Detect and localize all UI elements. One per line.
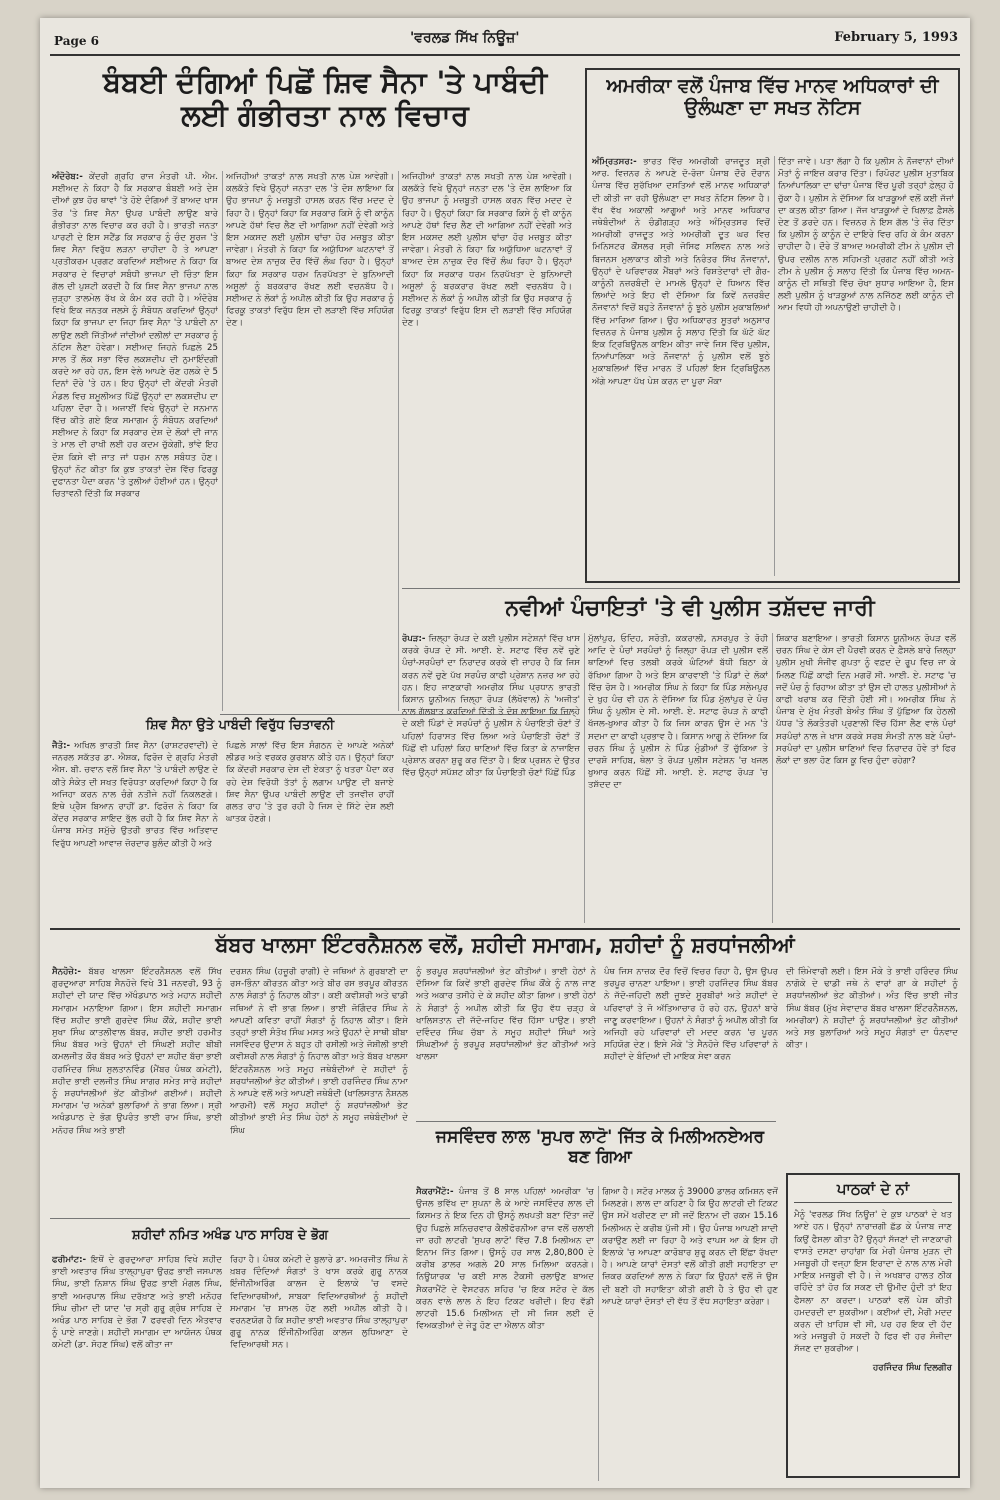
akhand-path-body-1: ਇਥੋਂ ਦੇ ਗੁਰਦੁਆਰਾ ਸਾਹਿਬ ਵਿਖੇ ਸ਼ਹੀਦ ਭਾਈ ਅਵਤਾਰ ਸਿੰਘ ਤਾਲ੍ਹਾਪੁਰਾ ਉਰਫ਼ ਭਾਈ ਜਸਪਾਲ ਸਿੰਘ, ਭਾਈ ਨਿਸ਼ਾਨ ਸਿੰਘ ਉਰਫ਼ ਭਾਈ ਮੰਗਲ ਸਿੰਘ, ਭਾਈ ਅਮਰਪਾਲ ਸਿੰਘ ਦਰੱਖ਼ਾਣ ਅਤੇ ਭਾਈ ਮਨੋਹਰ ਸਿੰਘ ਚੀਮਾ ਦੀ ਯਾਦ 'ਚ ਸ੍ਰੀ ਗੁਰੂ ਗ੍ਰੰਥ ਸਾਹਿਬ ਦੇ ਅਖੰਡ ਪਾਠ ਸਾਹਿਬ ਦੇ ਭੋਗ 7 ਫਰਵਰੀ ਦਿਨ ਐਤਵਾਰ ਨੂੰ ਪਾਏ ਜਾਣਗੇ। ਸ਼ਹੀਦੀ ਸਮਾਗਮ ਦਾ ਆਯੋਜਨ ਪੰਥਕ ਕਮੇਟੀ (ਡਾ. ਸੋਹਣ ਸਿੰਘ) ਵਲੋਂ ਕੀਤਾ ਜਾ — [52, 1255, 222, 1351]
panchayats-col1 — [402, 633, 580, 923]
panchayats-dateline: ਰੋਪੜ:- — [402, 634, 426, 644]
divider — [398, 171, 399, 711]
human-rights-body-1: ਭਾਰਤ ਵਿੱਚ ਅਮਰੀਕੀ ਰਾਜਦੂਤ ਸ਼੍ਰੀ ਆਰ. ਵਿਜ਼ਨਰ ਨੇ ਆਪਣੇ ਦੋ-ਰੋਜ਼ਾ ਪੰਜਾਬ ਦੌਰੇ ਦੌਰਾਨ ਪੰਜਾਬ ਵਿੱਚ ਸੁਰੱਖਿਆ ਦਸਤਿਆਂ ਵਲੋਂ ਮਾਨਵ ਅਧਿਕਾਰਾਂ ਦੀ ਕੀਤੀ ਜਾ ਰਹੀ ਉਲੰਘਣਾ ਦਾ ਸਖਤ ਨੋਟਿਸ ਲਿਆ ਹੈ। ਵੱਖ ਵੱਖ ਅਕਾਲੀ ਆਗੂਆਂ ਅਤੇ ਮਾਨਵ ਅਧਿਕਾਰ ਜਥੇਬੰਦੀਆਂ ਨੇ ਚੰਡੀਗੜ੍ਹ ਅਤੇ ਅੰਮ੍ਰਿਤਸਰ ਵਿਚੋਂ ਅਮਰੀਕੀ ਰਾਜਦੂਤ ਅਤੇ ਅਮਰੀਕੀ ਦੂਤ ਘਰ ਵਿਚ ਮਿਨਿਸਟਰ ਕੌਂਸਲਰ ਸ੍ਰੀ ਜੋਸਿਫ ਸਲਿਵਨ ਨਾਲ ਅਤੇ ਬਿਜਨਸ ਮੁਲਾਕਾਤ ਕੀਤੀ ਅਤੇ ਨਿਰੰਤਰ ਸਿੱਖ ਨੌਜਵਾਨਾਂ, ਉਨ੍ਹਾਂ ਦੇ ਪਰਿਵਾਰਕ ਮੈਂਬਰਾਂ ਅਤੇ ਰਿਸ਼ਤੇਦਾਰਾਂ ਦੀ ਗੈਰ-ਕਾਨੂੰਨੀ ਨਜ਼ਰਬੰਦੀ ਦੇ ਮਾਮਲੇ ਉਨ੍ਹਾਂ ਦੇ ਧਿਆਨ ਵਿੱਚ ਲਿਆਂਦੇ ਅਤੇ ਇਹ ਵੀ ਦੱਸਿਆ ਕਿ ਕਿਵੇਂ ਨਜ਼ਰਬੰਦ ਨੌਜਵਾਨਾਂ ਵਿਚੋਂ ਬਹੁਤੇ ਨੌਜਵਾਨਾਂ ਨੂੰ ਝੂਠੇ ਪੁਲੀਸ ਮੁਕਾਬਲਿਆਂ ਵਿੱਚ ਮਾਰਿਆ ਗਿਆ। ਉਹ ਅਧਿਕਾਰਤ ਸੂਤਰਾਂ ਅਨੁਸਾਰ ਵਿਜ਼ਨਰ ਨੇ ਪੰਜਾਬ ਪੁਲੀਸ ਨੂੰ ਸਲਾਹ ਦਿੱਤੀ ਕਿ ਘੱਟੋ ਘੱਟ ਇਕ ਟ੍ਰਿਬਿਊਨਲ ਕਾਇਮ ਕੀਤਾ ਜਾਵੇ ਜਿਸ ਵਿੱਚ ਪੁਲੀਸ, ਨਿਆਂਪਾਲਿਕਾ ਅਤੇ ਨੌਜਵਾਨਾਂ ਨੂੰ ਪੁਲੀਸ ਵਲੋਂ ਝੂਠੇ ਮੁਕਾਬਲਿਆਂ ਵਿੱਚ ਮਾਰਨ ਤੋਂ ਪਹਿਲਾਂ ਇਸ ਟ੍ਰਿਬਿਊਨਲ ਅੱਗੇ ਆਪਣਾ ਪੱਖ ਪੇਸ਼ ਕਰਨ ਦਾ ਪੂਰਾ ਮੌਕਾ — [592, 157, 770, 387]
lotto-dateline: ਸੈਕਰਾਮੈਂਟੋ:- — [416, 1187, 454, 1197]
babbar-body-5: ਦੀ ਜ਼ਿੰਮੇਵਾਰੀ ਲਈ। ਇਸ ਮੌਕੇ ਤੇ ਭਾਈ ਹਰਿੰਦਰ ਸਿੰਘ ਨਾਗੋਕੇ ਦੇ ਢਾਡੀ ਜਥੇ ਨੇ ਵਾਰਾਂ ਗਾ ਕੇ ਸ਼ਹੀਦਾਂ ਨੂੰ ਸ਼ਰਧਾਂਜਲੀਆਂ ਭੇਟ ਕੀਤੀਆਂ। ਅੰਤ ਵਿੱਚ ਭਾਈ ਜੀਤ ਸਿੰਘ ਬੱਬਰ (ਮੁੱਖ ਸੇਵਾਦਾਰ ਬੱਬਰ ਖਾਲਸਾ ਇੰਟਰਨੈਸ਼ਨਲ, ਅਮਰੀਕਾ) ਨੇ ਸ਼ਹੀਦਾਂ ਨੂੰ ਸ਼ਰਧਾਂਜਲੀਆਂ ਭੇਟ ਕੀਤੀਆਂ ਅਤੇ ਸਭ ਬੁਲਾਰਿਆਂ ਅਤੇ ਸਮੂਹ ਸੰਗਤਾਂ ਦਾ ਧੰਨਵਾਦ ਕੀਤਾ। — [786, 967, 958, 1051]
babbar-headline: ਬੱਬਰ ਖਾਲਸਾ ਇੰਟਰਨੈਸ਼ਨਲ ਵਲੋਂ, ਸ਼ਹੀਦੀ ਸਮਾਗਮ, ਸ਼ਹੀਦਾਂ ਨੂੰ ਸ਼ਰਧਾਂਜਲੀਆਂ — [215, 933, 795, 957]
lotto-col1 — [416, 1186, 594, 1481]
babbar-col1 — [52, 966, 222, 1211]
babbar-body-1: ਬੱਬਰ ਖਾਲਸਾ ਇੰਟਰਨੈਸ਼ਨਲ ਵਲੋਂ ਸਿੱਖ ਗੁਰਦੁਆਰਾ ਸਾਹਿਬ ਸੈਨਹੋਜ਼ੇ ਵਿਖੇ 31 ਜਨਵਰੀ, 93 ਨੂੰ ਸ਼ਹੀਦਾਂ ਦੀ ਯਾਦ ਵਿੱਚ ਅੱਖੰਡਪਾਠ ਅਤੇ ਮਹਾਨ ਸ਼ਹੀਦੀ ਸਮਾਗਮ ਮਨਾਇਆ ਗਿਆ। ਇਸ ਸ਼ਹੀਦੀ ਸਮਾਗਮ ਵਿੱਚ ਸ਼ਹੀਦ ਭਾਈ ਗੁਰਦੇਵ ਸਿੰਘ ਕੌਂਕੇ, ਸ਼ਹੀਦ ਭਾਈ ਸੁਖਾ ਸਿੰਘ ਕਾਤਲੀਵਾਲ ਬੱਬਰ, ਸ਼ਹੀਦ ਭਾਈ ਹਰਮੀਤ ਸਿੰਘ ਬੱਬਰ ਅਤੇ ਉਹਨਾਂ ਦੀ ਸਿੰਘਣੀ ਸ਼ਹੀਦ ਬੀਬੀ ਕਮਲਜੀਤ ਕੌਰ ਬੱਬਰ ਅਤੇ ਉਹਨਾਂ ਦਾ ਸ਼ਹੀਦ ਬੱਚਾ ਭਾਈ ਹਰਮਿੰਦਰ ਸਿੰਘ ਸੁਲਤਾਨਵਿੰਡ (ਮੈਂਬਰ ਪੰਥਕ ਕਮੇਟੀ), ਸ਼ਹੀਦ ਭਾਈ ਦਲਜੀਤ ਸਿੰਘ ਸਾਗਰ ਸਮੇਤ ਸਾਰੇ ਸ਼ਹੀਦਾਂ ਨੂੰ ਸ਼ਰਧਾਂਜਲੀਆਂ ਭੇਂਟ ਕੀਤੀਆਂ ਗਈਆਂ। ਸ਼ਹੀਦੀ ਸਮਾਗਮ 'ਚ ਅਨੇਕਾਂ ਬੁਲਾਰਿਆਂ ਨੇ ਭਾਗ ਲਿਆ। ਸ੍ਰੀ ਅਖੰਡਪਾਠ ਦੇ ਭੋਗ ਉਪਰੰਤ ਭਾਈ ਰਾਮ ਸਿੰਘ, ਭਾਈ ਮਨੋਹਰ ਸਿੰਘ ਅਤੇ ਭਾਈ — [52, 967, 222, 1136]
shiv-sena-sub-col1 — [52, 740, 218, 920]
readers-body-wrap — [788, 1203, 958, 1453]
divider — [222, 171, 223, 711]
shiv-sena-dateline: ਅੰਦੋਰੇਬ:- — [52, 172, 83, 182]
babbar-dateline: ਸੈਨਹੋਜ਼ੇ:- — [52, 967, 81, 977]
readers-headline: ਪਾਠਕਾਂ ਦੇ ਨਾਂ — [794, 1175, 952, 1203]
shiv-sena-subheadline: ਸ਼ਿਵ ਸੈਨਾ ਉਤੇ ਪਾਬੰਦੀ ਵਿਰੁੱਧ ਚਿਤਾਵਨੀ — [145, 718, 335, 733]
panchayats-headline: ਨਵੀਆਂ ਪੰਚਾਇਤਾਂ 'ਤੇ ਵੀ ਪੁਲੀਸ ਤਸ਼ੱਦਦ ਜਾਰੀ — [505, 596, 875, 621]
akhand-path-col1 — [52, 1254, 222, 1479]
shiv-sena-sub-col2 — [226, 740, 394, 920]
human-rights-col1 — [592, 156, 770, 576]
panchayats-col3 — [776, 633, 956, 923]
babbar-body-2: ਦਰਸ਼ਨ ਸਿੰਘ (ਹਜ਼ੂਰੀ ਰਾਗੀ) ਦੇ ਜਥਿਆਂ ਨੇ ਗੁਰਬਾਣੀ ਦਾ ਰਸ-ਭਿੰਨਾ ਕੀਰਤਨ ਕੀਤਾ ਅਤੇ ਬੀਰ ਰਸ ਭਰਪੂਰ ਕੀਰਤਨ ਨਾਲ ਸੰਗਤਾਂ ਨੂੰ ਨਿਹਾਲ ਕੀਤਾ। ਕਈ ਕਵੀਸ਼ਰੀ ਅਤੇ ਢਾਡੀ ਜਥਿਆਂ ਨੇ ਵੀ ਭਾਗ ਲਿਆ। ਭਾਈ ਜੋਗਿੰਦਰ ਸਿੰਘ ਨੇ ਆਪਣੀ ਕਵਿਤਾ ਰਾਹੀਂ ਸੰਗਤਾਂ ਨੂੰ ਨਿਹਾਲ ਕੀਤਾ। ਇਸੇ ਤਰ੍ਹਾਂ ਭਾਈ ਸੰਤੋਖ ਸਿੰਘ ਮਸਤ ਅਤੇ ਉਹਨਾਂ ਦੇ ਸਾਥੀ ਬੀਬਾ ਜਸਵਿੰਦਰ ਉਦਾਸ ਨੇ ਬਹੁਤ ਹੀ ਰਸੀਲੀ ਅਤੇ ਜੋਸ਼ੀਲੀ ਭਾਈ ਕਵੀਸ਼ਰੀ ਨਾਲ ਸੰਗਤਾਂ ਨੂੰ ਨਿਹਾਲ ਕੀਤਾ ਅਤੇ ਬੱਬਰ ਖਾਲਸਾ ਇੰਟਰਨੈਸ਼ਨਲ ਅਤੇ ਸਮੂਹ ਜਥੇਬੰਦੀਆਂ ਦੇ ਸ਼ਹੀਦਾਂ ਨੂੰ ਸ਼ਰਧਾਂਜਲੀਆਂ ਭੇਟ ਕੀਤੀਆਂ। ਭਾਈ ਹਰਜਿੰਦਰ ਸਿੰਘ ਨਾਮਾ ਨੇ ਆਪਣੇ ਵਲੋਂ ਅਤੇ ਆਪਣੀ ਜਥੇਬੰਦੀ (ਖਾਲਿਸਤਾਨ ਨੈਸ਼ਨਲ ਆਰਮੀ) ਵਲੋਂ ਸਮੂਹ ਸ਼ਹੀਦਾਂ ਨੂੰ ਸ਼ਰਧਾਂਜਲੀਆਂ ਭੇਟ ਕੀਤੀਆਂ ਭਾਈ ਮੰਤ ਸਿੰਘ ਹੇਠਾਂ ਨੇ ਸਮੂਹ ਜਥੇਬੰਦੀਆਂ ਦੇ ਸਿੰਘ — [230, 967, 408, 1136]
divider — [402, 588, 960, 589]
babbar-col4 — [604, 966, 778, 1116]
readers-signature: ਹਰਜਿੰਦਰ ਸਿੰਘ ਦਿਲਗੀਰ — [872, 1362, 952, 1373]
newspaper-page — [40, 18, 970, 1488]
human-rights-col2 — [778, 156, 954, 576]
divider — [50, 928, 960, 930]
readers-box — [786, 1173, 960, 1478]
header-rule — [50, 54, 960, 56]
divider — [584, 633, 585, 923]
panchayats-col2 — [588, 633, 768, 923]
divider — [50, 1218, 410, 1219]
akhand-path-headline: ਸ਼ਹੀਦਾਂ ਨਮਿਤ ਅਖੰਡ ਪਾਠ ਸਾਹਿਬ ਦੇ ਭੋਗ — [132, 1228, 328, 1243]
shiv-sena-body-2: ਅਜਿਹੀਆਂ ਤਾਕਤਾਂ ਨਾਲ ਸਖਤੀ ਨਾਲ ਪੇਸ਼ ਆਵੇਗੀ। ਕਲਕੱਤੇ ਵਿਖੇ ਉਨ੍ਹਾਂ ਜਨਤਾ ਦਲ 'ਤੇ ਦੋਸ਼ ਲਾਇਆ ਕਿ ਉਹ ਭਾਜਪਾ ਨੂੰ ਮਜ਼ਬੂਤੀ ਹਾਸਲ ਕਰਨ ਵਿੱਚ ਮਦਦ ਦੇ ਰਿਹਾ ਹੈ। ਉਨ੍ਹਾਂ ਕਿਹਾ ਕਿ ਸਰਕਾਰ ਕਿਸੇ ਨੂੰ ਵੀ ਕਾਨੂੰਨ ਆਪਣੇ ਹੱਥਾਂ ਵਿਚ ਲੈਣ ਦੀ ਆਗਿਆ ਨਹੀਂ ਦੇਵੇਗੀ ਅਤੇ ਇਸ ਮਕਸਦ ਲਈ ਪੁਲੀਸ ਢਾਂਚਾ ਹੋਰ ਮਜ਼ਬੂਤ ਕੀਤਾ ਜਾਵੇਗਾ। ਮੰਤਰੀ ਨੇ ਕਿਹਾ ਕਿ ਅਯੁੱਧਿਆ ਘਟਨਾਵਾਂ ਤੋਂ ਬਾਅਦ ਦੇਸ਼ ਨਾਜ਼ੁਕ ਦੌਰ ਵਿੱਚੋਂ ਲੰਘ ਰਿਹਾ ਹੈ। ਉਨ੍ਹਾਂ ਕਿਹਾ ਕਿ ਸਰਕਾਰ ਧਰਮ ਨਿਰਪੱਖਤਾ ਦੇ ਬੁਨਿਆਦੀ ਅਸੂਲਾਂ ਨੂੰ ਬਰਕਰਾਰ ਰੱਖਣ ਲਈ ਵਚਨਬੱਧ ਹੈ। ਸਈਅਦ ਨੇ ਲੋਕਾਂ ਨੂੰ ਅਪੀਲ ਕੀਤੀ ਕਿ ਉਹ ਸਰਕਾਰ ਨੂੰ ਫਿਰਕੂ ਤਾਕਤਾਂ ਵਿਰੁੱਧ ਇਸ ਦੀ ਲੜਾਈ ਵਿੱਚ ਸਹਿਯੋਗ ਦੇਣ। — [226, 172, 394, 329]
shiv-sena-col2 — [226, 171, 394, 711]
panchayats-body-1: ਜ਼ਿਲ੍ਹਾ ਰੋਪੜ ਦੇ ਕਈ ਪੁਲੀਸ ਸਟੇਸ਼ਨਾਂ ਵਿੱਚ ਖਾਸ ਕਰਕੇ ਰੋਪੜ ਦੇ ਸੀ. ਆਈ. ਏ. ਸਟਾਫ ਵਿੱਚ ਨਵੇਂ ਚੁਣੇ ਪੰਚਾਂ-ਸਰਪੰਚਾਂ ਦਾ ਨਿਰਾਦਰ ਕਰਕੇ ਵੀ ਜ਼ਾਹਰ ਹੈ ਕਿ ਜਿਸ ਕਰਨ ਨਵੇਂ ਚੁਣੇ ਪੱਖ ਸਰਪੰਚ ਕਾਫੀ ਪ੍ਰੇਸ਼ਾਨ ਨਜ਼ਰ ਆ ਰਹੇ ਹਨ। ਇਹ ਜਾਣਕਾਰੀ ਅਮਰੀਕ ਸਿੰਘ ਪ੍ਰਧਾਨ ਭਾਰਤੀ ਕਿਸਾਨ ਯੂਨੀਅਨ ਜ਼ਿਲ੍ਹਾ ਰੋਪੜ (ਲੱਖੋਵਾਲ) ਨੇ 'ਅਜੀਤ' ਨਾਲ ਗੱਲਬਾਤ ਕਰਦਿਆਂ ਦਿੱਤੀ ਤੇ ਦੋਸ਼ ਲਾਇਆ ਕਿ ਜ਼ਿਲ੍ਹੇ ਦੇ ਕਈ ਪਿੰਡਾਂ ਦੇ ਸਰਪੰਚਾਂ ਨੂੰ ਪੁਲੀਸ ਨੇ ਪੰਚਾਇਤੀ ਚੋਣਾਂ ਤੋਂ ਪਹਿਲਾਂ ਹਿਰਾਸਤ ਵਿੱਚ ਲਿਆ ਅਤੇ ਪੰਚਾਇਤੀ ਚੋਣਾਂ ਤੋਂ ਪਿੱਛੋਂ ਵੀ ਪਹਿਲਾਂ ਕਿਹ ਥਾਣਿਆਂ ਵਿੱਚ ਕਿਤਾ ਕੇ ਨਾਜਾਇਜ਼ ਪ੍ਰੇਸ਼ਾਨ ਕਰਨਾ ਸ਼ੁਰੂ ਕਰ ਦਿੱਤਾ ਹੈ। ਇਕ ਪ੍ਰਸ਼ਨ ਦੇ ਉਤਰ ਵਿੱਚ ਉਨ੍ਹਾਂ ਸਪੱਸ਼ਟ ਕੀਤਾ ਕਿ ਪੰਚਾਇਤੀ ਚੋਣਾਂ ਪਿੱਛੋਂ ਪਿੰਡ — [402, 634, 580, 779]
page-header — [40, 24, 970, 54]
babbar-col5 — [786, 966, 958, 1166]
akhand-path-col2 — [230, 1254, 408, 1479]
akhand-path-body-2: ਰਿਹਾ ਹੈ। ਪੰਥਕ ਕਮੇਟੀ ਦੇ ਬੁਲਾਰੇ ਡਾ. ਅਮਰਜੀਤ ਸਿੰਘ ਨੇ ਖ਼ਬਰ ਦਿੰਦਿਆਂ ਸੰਗਤਾਂ ਤੇ ਖਾਸ ਕਰਕੇ ਗੁਰੂ ਨਾਨਕ ਇੰਜੀਨੀਅਰਿੰਗ ਕਾਲਜ ਦੇ ਇਲਾਕੇ 'ਚ ਵਸਦੇ ਵਿਦਿਆਰਥੀਆਂ, ਸਾਬਕਾ ਵਿਦਿਆਰਥੀਆਂ ਨੂੰ ਸ਼ਹੀਦੀ ਸਮਾਗਮ 'ਚ ਸ਼ਾਮਲ ਹੋਣ ਲਈ ਅਪੀਲ ਕੀਤੀ ਹੈ। ਵਰਨਣਯੋਗ ਹੈ ਕਿ ਸ਼ਹੀਦ ਭਾਈ ਅਵਤਾਰ ਸਿੰਘ ਤਾਲ੍ਹਾਪੁਰਾ ਗੁਰੂ ਨਾਨਕ ਇੰਜੀਨੀਅਰਿੰਗ ਕਾਲਜ ਲੁਧਿਆਣਾ ਦੇ ਵਿਦਿਆਰਥੀ ਸਨ। — [230, 1255, 408, 1351]
panchayats-body-2: ਮੁੱਲਾਂਪੁਰ, ਓਦਿਹ, ਸਰੋਤੀ, ਕਕਰਾਲੀ, ਨਸਰਪੁਰ ਤੇ ਰੋਹੀ ਆਦਿ ਦੇ ਪੰਚਾਂ ਸਰਪੰਚਾਂ ਨੂੰ ਜ਼ਿਲ੍ਹਾ ਰੋਪੜ ਦੀ ਪੁਲੀਸ ਵਲੋਂ ਥਾਣਿਆਂ ਵਿਚ ਤਲਬੀ ਕਰਕੇ ਘੰਟਿਆਂ ਬੱਧੀ ਬਿਠਾ ਕੇ ਰੱਖਿਆ ਗਿਆ ਹੈ ਅਤੇ ਇਸ ਕਾਰਵਾਈ 'ਤੇ ਪਿੰਡਾਂ ਦੇ ਲੋਕਾਂ ਵਿੱਚ ਰੋਸ ਹੈ। ਅਮਰੀਕ ਸਿੰਘ ਨੇ ਕਿਹਾ ਕਿ ਪਿੰਡ ਸਲੇਮਪੁਰ ਦੇ ਖੁਹ ਪੰਚ ਵੀ ਹਨ ਨੇ ਦੱਸਿਆ ਕਿ ਪਿੰਡ ਮੁੱਲਾਂਪੁਰ ਦੇ ਪੰਚ ਸਿੰਘ ਨੂੰ ਪੁਲੀਸ ਦੇ ਸੀ. ਆਈ. ਏ. ਸਟਾਫ ਰੋਪੜ ਨੇ ਕਾਫੀ ਖੱਜਲ-ਖੁਆਰ ਕੀਤਾ ਹੈ ਕਿ ਜਿਸ ਕਾਰਨ ਉਸ ਦੇ ਮਨ 'ਤੇ ਸਦਮਾ ਦਾ ਕਾਫੀ ਪ੍ਰਭਾਵ ਹੈ। ਕਿਸਾਨ ਆਗੂ ਨੇ ਦੱਸਿਆ ਕਿ ਚਰਨ ਸਿੰਘ ਨੂੰ ਪੁਲੀਸ ਨੇ ਪਿੰਡ ਮੁੰਡੀਆਂ ਤੋਂ ਚੁੱਕਿਆ ਤੇ ਦਾਰਸ਼ੋ ਸਾਹਿਬ, ਥੇਲਾ ਤੇ ਰੋਪੜ ਪੁਲੀਸ ਸਟੇਸ਼ਨ 'ਚ ਖਜਲ ਖੁਆਰ ਕਰਨ ਪਿੱਛੋਂ ਸੀ. ਆਈ. ਏ. ਸਟਾਫ ਰੋਪੜ 'ਚ ਤਸ਼ੱਦਦ ਦਾ — [588, 634, 768, 791]
shiv-sena-body-1: ਕੇਂਦਰੀ ਗ੍ਰਹਿ ਰਾਜ ਮੰਤਰੀ ਪੀ. ਐਮ. ਸਈਅਦ ਨੇ ਕਿਹਾ ਹੈ ਕਿ ਸਰਕਾਰ ਬੰਬਈ ਅਤੇ ਦੇਸ਼ ਦੀਆਂ ਕੁਝ ਹੋਰ ਥਾਵਾਂ 'ਤੇ ਹੋਏ ਦੰਗਿਆਂ ਤੋਂ ਬਾਅਦ ਖਾਸ ਤੌਰ 'ਤੇ ਸ਼ਿਵ ਸੈਨਾ ਉਪਰ ਪਾਬੰਦੀ ਲਾਉਣ ਬਾਰੇ ਗੰਭੀਰਤਾ ਨਾਲ ਵਿਚਾਰ ਕਰ ਰਹੀ ਹੈ। ਭਾਰਤੀ ਜਨਤਾ ਪਾਰਟੀ ਦੇ ਇਸ ਸਟੈਂਡ ਕਿ ਸਰਕਾਰ ਨੂੰ ਚੰਦ ਸੂਰਜ 'ਤੇ ਸ਼ਿਵ ਸੈਨਾ ਵਿਰੁੱਧ ਲੜਨਾ ਚਾਹੀਦਾ ਹੈ ਤੇ ਆਪਣਾ ਪ੍ਰਤੀਕਰਮ ਪ੍ਰਗਟ ਕਰਦਿਆਂ ਸਈਅਦ ਨੇ ਕਿਹਾ ਕਿ ਸਰਕਾਰ ਦੇ ਵਿਚਾਰਾਂ ਸਬੰਧੀ ਭਾਜਪਾ ਦੀ ਚਿੰਤਾ ਇਸ ਗੱਲ ਦੀ ਪੁਸ਼ਟੀ ਕਰਦੀ ਹੈ ਕਿ ਸ਼ਿਵ ਸੈਨਾ ਭਾਜਪਾ ਨਾਲ ਜੁੜ੍ਹਾ ਤਾਲਮੇਲ ਰੱਖ ਕੇ ਕੰਮ ਕਰ ਰਹੀ ਹੈ। ਅੰਦੋਰੇਬ ਵਿਖੇ ਇਕ ਜਨਤਕ ਜਲਸੇ ਨੂੰ ਸੰਬੋਧਨ ਕਰਦਿਆਂ ਉਨ੍ਹਾਂ ਕਿਹਾ ਕਿ ਭਾਜਪਾ ਦਾ ਜਿਹਾ ਸ਼ਿਵ ਸੈਨਾ 'ਤੇ ਪਾਬੰਦੀ ਨਾ ਲਾਉਣ ਲਈ ਜਿੱਤੀਆਂ ਜਾਂਦੀਆਂ ਦਲੀਲਾਂ ਦਾ ਸਰਕਾਰ ਨੂੰ ਨੋਟਿਸ ਲੈਣਾ ਹੋਵੇਗਾ। ਸਈਅਦ ਜਿਹਨੇ ਪਿਛਲੇ 25 ਸਾਲ ਤੋਂ ਲੋਕ ਸਭਾ ਵਿੱਚ ਲਕਸ਼ਦੀਪ ਦੀ ਨੁਮਾਇੰਦਗੀ ਕਰਦੇ ਆ ਰਹੇ ਹਨ, ਇਸ ਵੇਲੇ ਆਪਣੇ ਚੋਣ ਹਲਕੇ ਦੇ 5 ਦਿਨਾਂ ਦੌਰੇ 'ਤੇ ਹਨ। ਇਹ ਉਨ੍ਹਾਂ ਦੀ ਕੇਂਦਰੀ ਮੰਤਰੀ ਮੰਡਲ ਵਿਚ ਸ਼ਮੂਲੀਅਤ ਪਿੱਛੋਂ ਉਨ੍ਹਾਂ ਦਾ ਲਕਸ਼ਦੀਪ ਦਾ ਪਹਿਲਾ ਦੌਰਾ ਹੈ। ਅਜਾਈਂ ਵਿਖੇ ਉਨ੍ਹਾਂ ਦੇ ਸਨਮਾਨ ਵਿੱਚ ਕੀਤੇ ਗਏ ਇਕ ਸਮਾਗਮ ਨੂੰ ਸੰਬੋਧਨ ਕਰਦਿਆਂ ਸਈਅਦ ਨੇ ਕਿਹਾ ਕਿ ਸਰਕਾਰ ਦੇਸ਼ ਦੇ ਲੋਕਾਂ ਦੀ ਜਾਨ ਤੇ ਮਾਲ ਦੀ ਰਾਖੀ ਲਈ ਹਰ ਕਦਮ ਚੁੱਕੇਗੀ, ਭਾਂਵੇ ਇਹ ਦੋਸ਼ ਕਿਸੇ ਵੀ ਜਾਤ ਜਾਂ ਧਰਮ ਨਾਲ ਸਬੰਧਤ ਹੋਣ। ਉਨ੍ਹਾਂ ਨੋਟ ਕੀਤਾ ਕਿ ਕੁਝ ਤਾਕਤਾਂ ਦੇਸ਼ ਵਿੱਚ ਫਿਰਕੂ ਦੁਫਾਨਤਾ ਪੈਦਾ ਕਰਨ 'ਤੇ ਤੁਲੀਆਂ ਹੋਈਆਂ ਹਨ। ਉਨ੍ਹਾਂ ਚਿਤਾਵਨੀ ਦਿੱਤੀ ਕਿ ਸਰਕਾਰ — [52, 172, 218, 500]
akhand-path-dateline: ਫਰੀਮਾਂਟ:- — [52, 1255, 87, 1265]
babbar-body-3: ਨੂੰ ਭਰਪੂਰ ਸ਼ਰਧਾਂਜਲੀਆਂ ਭੇਟ ਕੀਤੀਆਂ। ਭਾਈ ਹੇਠਾਂ ਨੇ ਦੱਸਿਆ ਕਿ ਕਿਵੇਂ ਭਾਈ ਗੁਰਦੇਵ ਸਿੰਘ ਕੌਂਕੇ ਨੂੰ ਨਾਲ ਜਾਣ ਅਤੇ ਅਕਾਰ ਤਸੀਹੇ ਦੇ ਕੇ ਸ਼ਹੀਦ ਕੀਤਾ ਗਿਆ। ਭਾਈ ਹੇਠਾਂ ਨੇ ਸੰਗਤਾਂ ਨੂੰ ਅਪੀਲ ਕੀਤੀ ਕਿ ਉਹ ਵੱਧ ਚੜ੍ਹ ਕੇ ਖਾਲਿਸਤਾਨ ਦੀ ਜੱਦੋ-ਜਹਿਦ ਵਿੱਚ ਹਿੱਸਾ ਪਾਉਣ। ਭਾਈ ਦਵਿੰਦਰ ਸਿੰਘ ਚੱਬਾ ਨੇ ਸਮੂਹ ਸ਼ਹੀਦਾਂ ਸਿੰਘਾਂ ਅਤੇ ਸਿੰਘਣੀਆਂ ਨੂੰ ਭਰਪੂਰ ਸ਼ਰਧਾਂਜਲੀਆਂ ਭੇਟ ਕੀਤੀਆਂ ਅਤੇ ਖਾਲਸਾ — [416, 967, 596, 1063]
divider — [416, 1121, 776, 1122]
babbar-body-4: ਪੰਥ ਜਿਸ ਨਾਜ਼ਕ ਦੌਰ ਵਿਚੋਂ ਵਿਚਰ ਰਿਹਾ ਹੈ, ਉਸ ਉਪਰ ਭਰਪੂਰ ਚਾਨਣਾ ਪਾਇਆ। ਭਾਈ ਹਰਜਿੰਦਰ ਸਿੰਘ ਬੱਬਰ ਨੇ ਜੱਦੋ-ਜਹਿਦੀ ਲਈ ਜੂਝਦੇ ਸੂਰਬੀਰਾਂ ਅਤੇ ਸ਼ਹੀਦਾਂ ਦੇ ਪਰਿਵਾਰਾਂ ਤੇ ਜੋ ਅੱਤਿਆਚਾਰ ਹੋ ਰਹੇ ਹਨ, ਉਹਨਾਂ ਬਾਰੇ ਜਾਣੂ ਕਰਵਾਇਆ। ਉਹਨਾਂ ਨੇ ਸੰਗਤਾਂ ਨੂੰ ਅਪੀਲ ਕੀਤੀ ਕਿ ਅਜਿਹੀ ਰਹੇ ਪਰਿਵਾਰਾਂ ਦੀ ਮਦਦ ਕਰਨ 'ਚ ਪੂਰਨ ਸਹਿਯੋਗ ਦੇਣ। ਇਸੇ ਮੌਕੇ 'ਤੇ ਸੈਨਹੋਜ਼ੇ ਵਿੱਚ ਪਰਿਵਾਰਾਂ ਨੇ ਸ਼ਹੀਦਾਂ ਦੇ ਬੰਦਿਆਂ ਦੀ ਮਾਇਕ ਸੇਵਾ ਕਰਨ — [604, 967, 778, 1063]
readers-body: ਮੈਨੂੰ 'ਵਰਲਡ ਸਿੱਖ ਨਿਊਜ਼' ਦੇ ਕੁਝ ਪਾਠਕਾਂ ਦੇ ਖਤ ਆਏ ਹਨ। ਉਨ੍ਹਾਂ ਨਾਰਾਜ਼ਗੀ ਛੱਡ ਕੇ ਪੰਜਾਬ ਜਾਣ ਕਿਉਂ ਫੈਸਲਾ ਕੀਤਾ ਹੈ? ਉਨ੍ਹਾਂ ਸੱਜਣਾਂ ਦੀ ਜਾਣਕਾਰੀ ਵਾਸਤੇ ਦਸਣਾ ਚਾਹਾਂਗਾ ਕਿ ਮੇਰੀ ਪੰਜਾਬ ਮੁੜਨ ਦੀ ਮਜਬੂਰੀ ਹੀ ਵਜ੍ਹਾ ਇਸ ਇਰਾਦਾ ਦੇ ਨਾਲ ਨਾਲ ਮੇਰੀ ਮਾਇਕ ਮਜਬੂਰੀ ਵੀ ਹੈ। ਜੇ ਅਖਬਾਰ ਹਾਲਤ ਠੀਕ ਰਹਿੰਦੇ ਤਾਂ ਹੋਰ ਕਿ ਸਕਣ ਦੀ ਉਮੀਦ ਹੁੰਦੀ ਤਾਂ ਇਹ ਫੈਸਲਾ ਨਾ ਕਰਦਾ। ਪਾਠਕਾਂ ਵਲੋਂ ਪੇਸ਼ ਕੀਤੀ ਹਮਦਰਦੀ ਦਾ ਸ਼ੁਕਰੀਆ। ਕਈਆਂ ਦੀ, ਮੈਰੀ ਮਦਦ ਕਰਨ ਦੀ ਖ਼ਾਹਿਸ਼ ਵੀ ਸੀ, ਪਰ ਹਰ ਇਕ ਦੀ ਹੱਦ ਅਤੇ ਮਜਬੂਰੀ ਹੋ ਸਕਦੀ ਹੈ ਫਿਰ ਵੀ ਹਰ ਸੰਜੀਦਾ ਸੱਜਣ ਦਾ ਸ਼ੁਕਰੀਆ। — [794, 1210, 952, 1355]
divider — [598, 1186, 599, 1481]
human-rights-body-2: ਦਿੱਤਾ ਜਾਵੇ। ਪਤਾ ਲੱਗਾ ਹੈ ਕਿ ਪੁਲੀਸ ਨੇ ਨੌਜਵਾਨਾਂ ਦੀਆਂ ਮੌਤਾਂ ਨੂੰ ਜਾਇਜ਼ ਕਰਾਰ ਦਿੱਤਾ। ਰਿਪੋਰਟ ਪੁਲੀਸ ਮੁਤਾਬਿਕ ਨਿਆਂਪਾਲਿਕਾ ਦਾ ਢਾਂਚਾ ਪੰਜਾਬ ਵਿੱਚ ਪੂਰੀ ਤਰ੍ਹਾਂ ਫ਼ੇਲ੍ਹ ਹੋ ਚੁੱਕਾ ਹੈ। ਪੁਲੀਸ ਨੇ ਦੱਸਿਆ ਕਿ ਖਾੜਕੂਆਂ ਵਲੋਂ ਕਈ ਜੱਜਾਂ ਦਾ ਕਤਲ ਕੀਤਾ ਗਿਆ। ਜੱਜ ਖਾੜਕੂਆਂ ਦੇ ਖਿਲਾਫ਼ ਫ਼ੈਸਲੇ ਦੇਣ ਤੋਂ ਡਰਦੇ ਹਨ। ਵਿਜ਼ਨਰ ਨੇ ਇਸ ਗੱਲ 'ਤੇ ਜ਼ੋਰ ਦਿੱਤਾ ਕਿ ਪੁਲੀਸ ਨੂੰ ਕਾਨੂੰਨ ਦੇ ਦਾਇਰੇ ਵਿਚ ਰਹਿ ਕੇ ਕੰਮ ਕਰਨਾ ਚਾਹੀਦਾ ਹੈ। ਦੌਰੇ ਤੋਂ ਬਾਅਦ ਅਮਰੀਕੀ ਟੀਮ ਨੇ ਪੁਲੀਸ ਦੀ ਉਪਰ ਦਲੀਲ ਨਾਲ ਸਹਿਮਤੀ ਪ੍ਰਗਟ ਨਹੀਂ ਕੀਤੀ ਅਤੇ ਟੀਮ ਨੇ ਪੁਲੀਸ ਨੂੰ ਸਲਾਹ ਦਿੱਤੀ ਕਿ ਪੰਜਾਬ ਵਿੱਚ ਅਮਨ-ਕਾਨੂੰਨ ਦੀ ਸਥਿਤੀ ਵਿੱਚ ਚੋਖਾ ਸੁਧਾਰ ਆਇਆ ਹੈ, ਇਸ ਲਈ ਪੁਲੀਸ ਨੂੰ ਖਾੜਕੂਆਂ ਨਾਲ ਨਜਿੱਠਣ ਲਈ ਕਾਨੂੰਨ ਦੀ ਆਮ ਵਿਧੀ ਹੀ ਅਪਨਾਉਣੀ ਚਾਹੀਦੀ ਹੈ। — [778, 157, 954, 314]
shiv-sena-sub-body-2: ਪਿਛਲੇ ਸਾਲਾਂ ਵਿੱਚ ਇਸ ਸੰਗਠਨ ਦੇ ਆਪਣੇ ਅਨੇਕਾਂ ਲੀਡਰ ਅਤੇ ਵਰਕਰ ਕੁਰਬਾਨ ਕੀਤੇ ਹਨ। ਉਨ੍ਹਾਂ ਕਿਹਾ ਕਿ ਕੇਂਦਰੀ ਸਰਕਾਰ ਦੇਸ਼ ਦੀ ਏਕਤਾ ਨੂੰ ਖਤਰਾ ਪੈਦਾ ਕਰ ਰਹੇ ਦੇਸ਼ ਵਿਰੋਧੀ ਤੱਤਾਂ ਨੂੰ ਲਗਾਮ ਪਾਉਣ ਦੀ ਬਜਾਏ ਸ਼ਿਵ ਸੈਨਾ ਉਪਰ ਪਾਬੰਦੀ ਲਾਉਣ ਦੀ ਤਜਵੀਜ਼ ਰਾਹੀਂ ਗਲਤ ਰਾਹ 'ਤੇ ਤੁਰ ਰਹੀ ਹੈ ਜਿਸ ਦੇ ਸਿੱਟੇ ਦੇਸ਼ ਲਈ ਘਾਤਕ ਹੋਣਗੇ। — [226, 741, 394, 825]
shiv-sena-headline: ਬੰਬਈ ਦੰਗਿਆਂ ਪਿਛੋਂ ਸ਼ਿਵ ਸੈਨਾ 'ਤੇ ਪਾਬੰਦੀ ਲਈ ਗੰਭੀਰਤਾ ਨਾਲ ਵਿਚਾਰ — [102, 65, 548, 133]
lotto-body-1: ਪੰਜਾਬ ਤੋਂ 8 ਸਾਲ ਪਹਿਲਾਂ ਅਮਰੀਕਾ 'ਚ ਉਜਲ ਭਵਿੱਖ ਦਾ ਸੁਪਨਾ ਲੈ ਕੇ ਆਏ ਜਸਵਿੰਦਰ ਲਾਲ ਦੀ ਕਿਸਮਤ ਨੇ ਇਕ ਦਿਨ ਹੀ ਉਸਨੂੰ ਲਖਪਤੀ ਬਣਾ ਦਿੱਤਾ ਜਦੋਂ ਉਹ ਪਿਛਲੇ ਸ਼ਨਿਚਰਵਾਰ ਕੈਲੀਫੋਰਨੀਆ ਰਾਜ ਵਲੋਂ ਚਲਾਈ ਜਾ ਰਹੀ ਲਾਟਰੀ 'ਸੁਪਰ ਲਾਟੋ' ਵਿੱਚ 7.8 ਮਿਲੀਅਨ ਦਾ ਇਨਾਮ ਜਿੱਤ ਗਿਆ। ਉਸਨੂੰ ਹਰ ਸਾਲ 2,80,800 ਦੇ ਕਰੀਬ ਡਾਲਰ ਅਗਲੇ 20 ਸਾਲ ਮਿਲਿਆ ਕਰਨਗੇ। ਨਿਊਯਾਰਕ 'ਚ ਕਈ ਸਾਲ ਟੈਕਸੀ ਚਲਾਉਣ ਬਾਅਦ ਸੈਕਰਾਮੈਂਟੋ ਦੇ ਵੈਸਟਰਨ ਸ਼ਹਿਰ 'ਚ ਇਕ ਸਟੋਰ ਦੇ ਕੱਲ ਕਰਨ ਵਾਲੇ ਲਾਲ ਨੇ ਇਹ ਟਿਕਟ ਖਰੀਦੀ। ਇਹ ਵੱਡੀ ਲਾਟਰੀ 15.6 ਮਿਲੀਅਨ ਦੀ ਸੀ ਜਿਸ ਲਈ ਦੋ ਵਿਅਕਤੀਆਂ ਦੇ ਜੇਤੂ ਹੋਣ ਦਾ ਐਲਾਨ ਕੀਤਾ — [416, 1187, 594, 1332]
shiv-sena-sub-body-1: ਅਖਿਲ ਭਾਰਤੀ ਸ਼ਿਵ ਸੈਨਾ (ਰਾਸ਼ਟਰਵਾਦੀ) ਦੇ ਜਨਰਲ ਸਕੱਤਰ ਡਾ. ਐਸ਼ਕ, ਫਿਰੋਜ਼ ਦੇ ਗ੍ਰਹਿ ਮੰਤਰੀ ਐਸ. ਬੀ. ਚਵਾਨ ਵਲੋਂ ਸ਼ਿਵ ਸੈਨਾ 'ਤੇ ਪਾਬੰਦੀ ਲਾਉਣ ਦੇ ਕੀਤੇ ਸੰਕੇਤ ਦੀ ਸਖਤ ਵਿਰੋਧਤਾ ਕਰਦਿਆਂ ਕਿਹਾ ਹੈ ਕਿ ਅਜਿਹਾ ਕਰਨ ਨਾਲ ਚੰਗੇ ਨਤੀਜੇ ਨਹੀਂ ਨਿਕਲਣਗੇ। ਇਥੇ ਪ੍ਰੈਸ ਬਿਆਨ ਰਾਹੀਂ ਡਾ. ਫਿਰੋਜ਼ ਨੇ ਕਿਹਾ ਕਿ ਕੇਂਦਰ ਸਰਕਾਰ ਸ਼ਾਇਦ ਭੁੱਲ ਰਹੀ ਹੈ ਕਿ ਸ਼ਿਵ ਸੈਨਾ ਨੇ ਪੰਜਾਬ ਸਮੇਤ ਸਮੁੱਚੇ ਉਤਰੀ ਭਾਰਤ ਵਿੱਚ ਅਤਿਵਾਦ ਵਿਰੁੱਧ ਆਪਣੀ ਆਵਾਜ਼ ਜ਼ੋਰਦਾਰ ਬੁਲੰਦ ਕੀਤੀ ਹੈ ਅਤੇ — [52, 741, 218, 849]
lotto-col2 — [602, 1186, 778, 1481]
divider — [772, 633, 773, 923]
shiv-sena-body-3: ਅਜਿਹੀਆਂ ਤਾਕਤਾਂ ਨਾਲ ਸਖਤੀ ਨਾਲ ਪੇਸ਼ ਆਵੇਗੀ। ਕਲਕੱਤੇ ਵਿਖੇ ਉਨ੍ਹਾਂ ਜਨਤਾ ਦਲ 'ਤੇ ਦੋਸ਼ ਲਾਇਆ ਕਿ ਉਹ ਭਾਜਪਾ ਨੂੰ ਮਜ਼ਬੂਤੀ ਹਾਸਲ ਕਰਨ ਵਿੱਚ ਮਦਦ ਦੇ ਰਿਹਾ ਹੈ। ਉਨ੍ਹਾਂ ਕਿਹਾ ਕਿ ਸਰਕਾਰ ਕਿਸੇ ਨੂੰ ਵੀ ਕਾਨੂੰਨ ਆਪਣੇ ਹੱਥਾਂ ਵਿਚ ਲੈਣ ਦੀ ਆਗਿਆ ਨਹੀਂ ਦੇਵੇਗੀ ਅਤੇ ਇਸ ਮਕਸਦ ਲਈ ਪੁਲੀਸ ਢਾਂਚਾ ਹੋਰ ਮਜ਼ਬੂਤ ਕੀਤਾ ਜਾਵੇਗਾ। ਮੰਤਰੀ ਨੇ ਕਿਹਾ ਕਿ ਅਯੁੱਧਿਆ ਘਟਨਾਵਾਂ ਤੋਂ ਬਾਅਦ ਦੇਸ਼ ਨਾਜ਼ੁਕ ਦੌਰ ਵਿੱਚੋਂ ਲੰਘ ਰਿਹਾ ਹੈ। ਉਨ੍ਹਾਂ ਕਿਹਾ ਕਿ ਸਰਕਾਰ ਧਰਮ ਨਿਰਪੱਖਤਾ ਦੇ ਬੁਨਿਆਦੀ ਅਸੂਲਾਂ ਨੂੰ ਬਰਕਰਾਰ ਰੱਖਣ ਲਈ ਵਚਨਬੱਧ ਹੈ। ਸਈਅਦ ਨੇ ਲੋਕਾਂ ਨੂੰ ਅਪੀਲ ਕੀਤੀ ਕਿ ਉਹ ਸਰਕਾਰ ਨੂੰ ਫਿਰਕੂ ਤਾਕਤਾਂ ਵਿਰੁੱਧ ਇਸ ਦੀ ਲੜਾਈ ਵਿੱਚ ਸਹਿਯੋਗ ਦੇਣ। — [402, 172, 572, 329]
babbar-col2 — [230, 966, 408, 1211]
issue-date: February 5, 1993 — [834, 30, 958, 45]
shiv-sena-sub-dateline: ਜੈਤੋ:- — [52, 741, 71, 751]
babbar-col3 — [416, 966, 596, 1116]
lotto-headline: ਜਸਵਿੰਦਰ ਲਾਲ 'ਸੁਪਰ ਲਾਟੋ' ਜਿੱਤ ਕੇ ਮਿਲੀਅਨਏਅਰ ਬਣ ਗਿਆ — [435, 1127, 765, 1167]
human-rights-dateline: ਅੰਮ੍ਰਿਤਸਰ:- — [592, 157, 637, 167]
panchayats-body-3: ਸ਼ਿਕਾਰ ਬਣਾਇਆ। ਭਾਰਤੀ ਕਿਸਾਨ ਯੂਨੀਅਨ ਰੋਪੜ ਵਲੋਂ ਚਰਨ ਸਿੰਘ ਦੇ ਕੇਸ ਦੀ ਪੈਰਵੀ ਕਰਨ ਦੇ ਫ਼ੈਸਲੇ ਬਾਰੇ ਜ਼ਿਲ੍ਹਾ ਪੁਲੀਸ ਮੁਖੀ ਸੰਜੀਵ ਗੁਪਤਾ ਨੂੰ ਵਫ਼ਦ ਦੇ ਰੂਪ ਵਿਚ ਜਾ ਕੇ ਮਿਲਣ ਪਿੱਛੋਂ ਕਾਫੀ ਦਿਨ ਮਗਰੋਂ ਸੀ. ਆਈ. ਏ. ਸਟਾਫ 'ਚ ਜਦੋਂ ਪੰਚ ਨੂੰ ਰਿਹਾਅ ਕੀਤਾ ਤਾਂ ਉਸ ਦੀ ਹਾਲਤ ਪੁਲੀਸੀਆਂ ਨੇ ਕਾਫੀ ਖਰਾਬ ਕਰ ਦਿੱਤੀ ਹੋਈ ਸੀ। ਅਮਰੀਕ ਸਿੰਘ ਨੇ ਪੰਜਾਬ ਦੇ ਮੁੱਖ ਮੰਤਰੀ ਬੇਅੰਤ ਸਿੰਘ ਤੋਂ ਪੁੱਛਿਆ ਕਿ ਹੇਠਲੀ ਪੱਧਰ 'ਤੇ ਲੋਕਤੰਤਰੀ ਪ੍ਰਣਾਲੀ ਵਿੱਚ ਹਿੱਸਾ ਲੈਣ ਵਾਲੇ ਪੰਚਾਂ ਸਰਪੰਚਾਂ ਨਾਲ ਜੇ ਖਾਸ ਕਰਕੇ ਸਰਬ ਸੰਮਤੀ ਨਾਲ ਬਣੇ ਪੰਚਾਂ-ਸਰਪੰਚਾਂ ਦਾ ਪੁਲੀਸ ਥਾਣਿਆਂ ਵਿਚ ਨਿਰਾਦਰ ਹੋਵੇ ਤਾਂ ਫਿਰ ਲੋਕਾਂ ਦਾ ਭਲਾ ਹੋਣ ਕਿਸ ਕੂ ਵਿਚ ਹੁੰਦਾ ਰਹੇਗਾ? — [776, 634, 956, 767]
page-number: Page 6 — [54, 34, 100, 48]
shiv-sena-col1 — [52, 171, 218, 811]
lotto-body-2: ਗਿਆ ਹੈ। ਸਟੋਰ ਮਾਲਕ ਨੂੰ 39000 ਡਾਲਰ ਕਮਿਸ਼ਨ ਵਜੋਂ ਮਿਲਣਗੇ। ਲਾਲ ਦਾ ਕਹਿਣਾ ਹੈ ਕਿ ਉਹ ਲਾਟਰੀ ਦੀ ਟਿਕਟ ਉਸ ਸਮੇਂ ਖਰੀਦਣ ਦਾ ਸ਼ੀ ਜਦੋਂ ਇਨਾਮ ਦੀ ਰਕਮ 15.16 ਮਿਲੀਅਨ ਦੇ ਕਰੀਬ ਪੁੱਜੀ ਸੀ। ਉਹ ਪੰਜਾਬ ਆਪਣੀ ਸ਼ਾਦੀ ਕਰਾਉਣ ਲਈ ਜਾ ਰਿਹਾ ਹੈ ਅਤੇ ਵਾਪਸ ਆ ਕੇ ਇਸ ਹੀ ਇਲਾਕੇ 'ਚ ਆਪਣਾ ਕਾਰੋਬਾਰ ਸ਼ੁਰੂ ਕਰਨ ਦੀ ਇੱਛਾ ਰੱਖਦਾ ਹੈ। ਆਪਣੇ ਯਾਰਾਂ ਦੋਸਤਾਂ ਵਲੋਂ ਕੀਤੀ ਗਈ ਸਹਾਇਤਾ ਦਾ ਜ਼ਿਕਰ ਕਰਦਿਆਂ ਲਾਲ ਨੇ ਕਿਹਾ ਕਿ ਉਹਨਾਂ ਵਲੋਂ ਜੋ ਉਸ ਦੀ ਬਣੀ ਹੀ ਸਹਾਇਤਾ ਕੀਤੀ ਗਈ ਹੈ ਤੇ ਉਹ ਵੀ ਹੁਣ ਆਪਣੇ ਯਾਰਾਂ ਦੋਸਤਾਂ ਦੀ ਵੱਧ ਤੋਂ ਵੱਧ ਸਹਾਇਤਾ ਕਰੇਗਾ। — [602, 1187, 778, 1307]
divider — [774, 156, 775, 576]
human-rights-headline: ਅਮਰੀਕਾ ਵਲੋਂ ਪੰਜਾਬ ਵਿੱਚ ਮਾਨਵ ਅਧਿਕਾਰਾਂ ਦੀ ਉਲੰਘਣਾ ਦਾ ਸਖਤ ਨੋਟਿਸ — [606, 75, 939, 119]
shiv-sena-col3 — [402, 171, 572, 581]
paper-name: 'ਵਰਲਡ ਸਿੱਖ ਨਿਊਜ਼' — [410, 30, 520, 46]
